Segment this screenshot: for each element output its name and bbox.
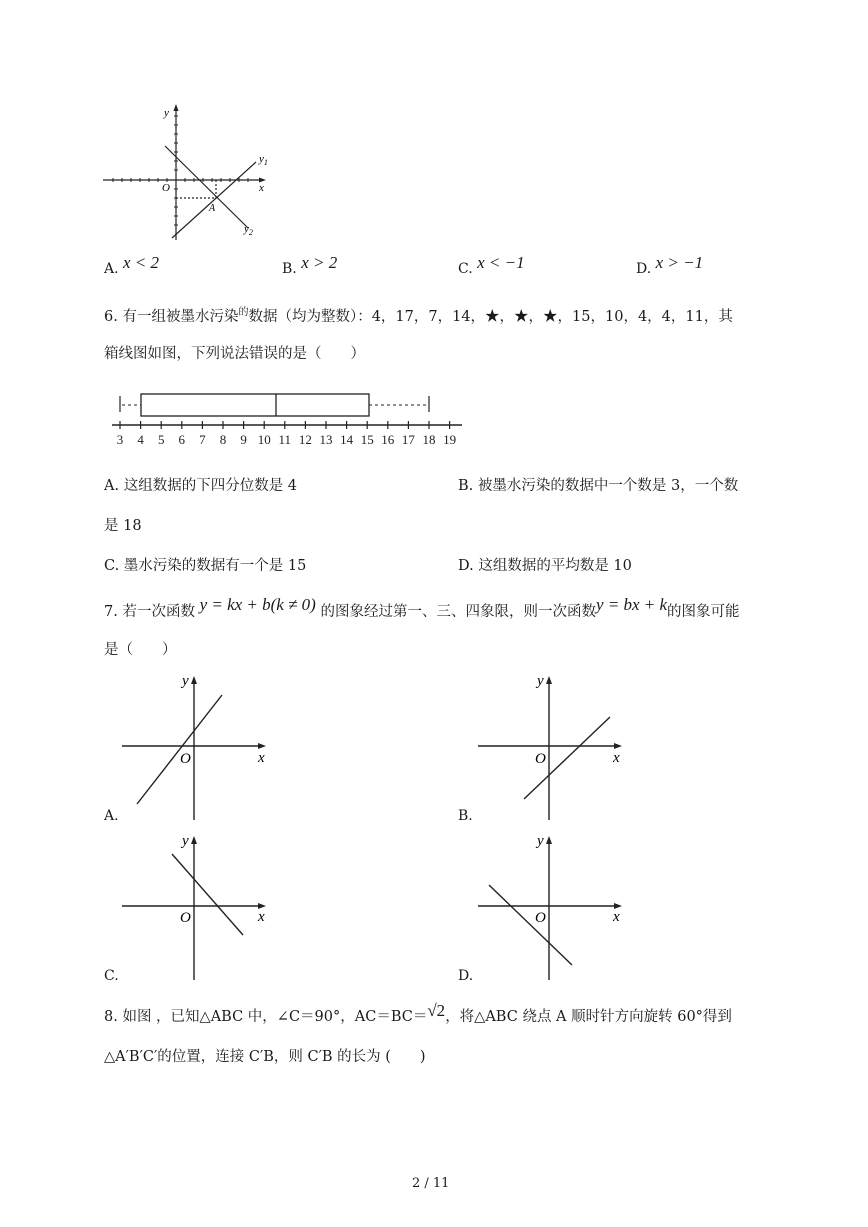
q7-b-y-label: y [537,673,544,689]
q6-axis-tick-label: 14 [340,432,354,447]
page-number: 2 / 11 [412,1176,450,1191]
q7-d-y-label: y [537,833,544,849]
q6-axis-tick-label: 7 [199,432,206,447]
q6-axis-tick-label: 6 [178,432,186,447]
q7-option-b[interactable]: B. [458,808,473,824]
q7-a-line [137,695,222,804]
q8-stem-line2: △A′B′C′的位置，连接 C′B，则 C′B 的长为 ( ) [104,1049,426,1065]
q6-axis-tick-label: 15 [360,432,374,447]
q7-stem-line2: 是（ ） [104,642,177,658]
q5-option-c-letter: C. [458,261,473,277]
q5-y1-label: $y_1$ [259,153,268,167]
q5-point-a-label: A [209,203,216,214]
q6-axis-tick-label: 8 [219,432,227,447]
q6-axis-tick-label: 19 [443,432,457,447]
q5-option-b-letter: B. [282,261,297,277]
q6-option-a[interactable]: A. 这组数据的下四分位数是 4 [104,478,298,494]
q6-axis-tick-label: 4 [137,432,144,447]
q7-b-origin: O [535,751,546,767]
q7-a-origin: O [180,751,191,767]
q6-axis-tick-label: 3 [116,432,124,447]
q7-option-c[interactable]: C. [104,968,119,984]
q5-option-a-letter: A. [104,261,119,277]
q6-axis-tick-label: 13 [319,432,333,447]
q5-origin-label: O [162,182,170,194]
q7-c-origin: O [180,910,191,926]
q6-stem-line2: 箱线图如图，下列说法错误的是（ ） [104,346,365,362]
q7-stem-line1: 7. 若一次函数 y = kx + b(k ≠ 0) 的图象经过第一、三、四象限，则一次函数y = bx + k的图象可能 [104,595,740,620]
q6-axis-tick-label: 18 [422,432,436,447]
q6-axis-tick-label: 10 [257,432,271,447]
q7-option-d[interactable]: D. [458,968,474,984]
q7-a-y-label: y [182,673,189,689]
q5-option-d-math: x > −1 [655,253,704,272]
q7-d-origin: O [535,910,546,926]
q7-d-line [489,885,572,965]
q7-d-x-label: x [613,909,620,925]
q7-b-x-label: x [613,750,620,766]
q6-axis-tick-label: 11 [278,432,292,447]
q7-c-x-label: x [258,909,265,925]
q6-option-d[interactable]: D. 这组数据的平均数是 10 [458,558,632,574]
q8-stem-line1: 8. 如图 ，已知△ABC 中，∠C＝90°，AC＝BC＝√2，将△ABC 绕点 A 顺时针方向旋转 60°得到 [104,1001,732,1025]
q6-axis-tick-label: 16 [381,432,395,447]
q5-x-label: x [259,182,264,194]
q5-option-d-letter: D. [636,261,652,277]
q7-a-x-label: x [258,750,265,766]
q6-option-c[interactable]: C. 墨水污染的数据有一个是 15 [104,558,307,574]
q7-option-a[interactable]: A. [104,808,119,824]
q6-axis-tick-label: 9 [240,432,247,447]
q5-y2-label: $y_2$ [244,223,253,237]
q6-axis-tick-label: 17 [401,432,415,447]
q5-option-c-math: x < −1 [477,253,525,272]
q6-option-b[interactable]: B. 被墨水污染的数据中一个数是 3，一个数 [458,478,739,494]
q5-option-b-math: x > 2 [301,253,338,272]
q6-axis-tick-label: 12 [298,432,312,447]
q6-stem-line1: 6. 有一组被墨水污染$^的$数据（均为整数）：4，17，7，14，★，★，★，15，10，4，4，11，其 [104,307,733,325]
q6-option-b-cont: 是 18 [104,518,142,534]
q5-y-label: y [164,107,169,119]
q7-c-y-label: y [182,833,189,849]
q5-option-a-math: x < 2 [123,253,160,272]
q6-axis-tick-label: 5 [157,432,165,447]
